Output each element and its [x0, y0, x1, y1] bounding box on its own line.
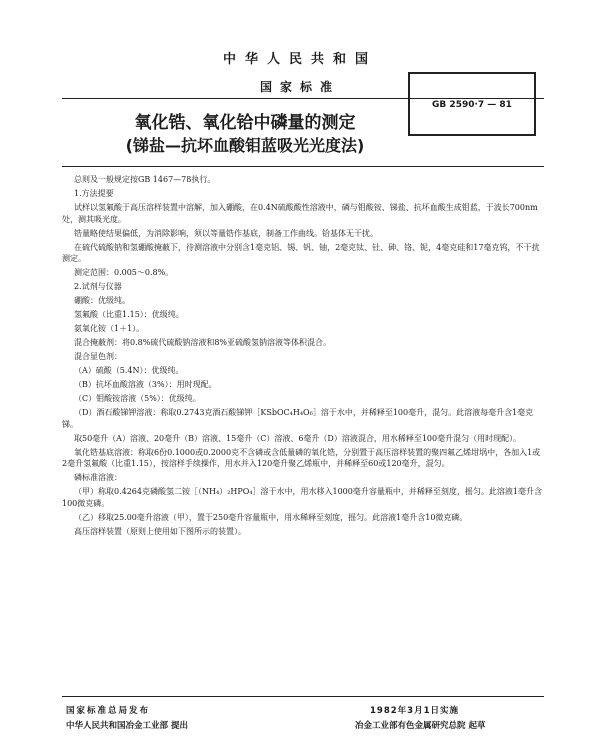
reagent-subitem: （C）钼酸铵溶液（5%）：优级纯。 [74, 394, 201, 403]
reagent-item: 氨氧化铵（1＋1）。 [74, 324, 145, 333]
reagent-item: 混合显色剂： [74, 352, 122, 361]
paragraph: 锆量略使结果偏低，为消除影响，须以等量锆作基底，制备工作曲线。铪基体无干扰。 [74, 228, 378, 238]
reagent-subitem: （甲）称取0.4264克磷酸氢二铵［（NH₄）₂HPO₄］溶于水中，用水移入1000毫升容量瓶中，并稀释至刻度，摇匀。此溶液1毫升含100微克磷。 [62, 487, 542, 508]
measurement-range: 测定范围：0.005～0.8%。 [74, 268, 174, 277]
issuer: 国家标准总局发布 [66, 706, 151, 716]
issue-date: 1982年3月1日实施 [370, 706, 459, 716]
reagent-subitem: （A）硫酸（5.4N）：优级纯。 [74, 366, 184, 375]
document-body [62, 174, 542, 537]
reagent-item: 磷标准溶液： [74, 473, 122, 482]
reagent-item: 硼酸：优级纯。 [74, 296, 130, 305]
section-heading: 2.试剂与仪器 [74, 282, 122, 291]
standard-category: 国家标准 [259, 80, 340, 94]
standard-code: GB 2590·7 — 81 [432, 100, 512, 110]
paragraph: 氧化锆基底溶液：称取6份0.1000或0.2000克不含磷或含低量磷的氧化锆，分别置于高压溶样装置的聚四氟乙烯坩埚中，各加入1或2毫升氢氟酸（比重1.15），按溶样手续操作，用水并入120毫升聚乙烯瓶中，并稀释至60或120毫升，混匀。 [62, 447, 541, 468]
country-name: 中华人民共和国 [222, 52, 377, 67]
paragraph: 高压溶样装置（原则上使用如下图所示的装置）。 [74, 526, 246, 536]
reagent-subitem: （B）抗坏血酸溶液（3%）：用时现配。 [74, 380, 217, 389]
document-subtitle: (锑盐—抗坏血酸钼蓝吸光光度法) [125, 136, 365, 155]
paragraph: 在硫代硫酸钠和氢硼酸掩蔽下，待测溶液中分别含1毫克铝、锡、钒、铀，2毫克钛、钍、砷、铬、铌，4毫克硅和17毫克钨，不干扰测定。 [62, 242, 540, 263]
proposer: 中华人民共和国冶金工业部 提出 [66, 721, 188, 731]
section-heading: 1.方法提要 [74, 189, 114, 198]
footer-rule [62, 696, 544, 697]
reagent-item: 氢氟酸（比重1.15）：优级纯。 [74, 310, 184, 319]
document-title: 氧化锆、氧化铪中磷量的测定 [134, 113, 356, 133]
general-rule: 总则及一般规定按GB 1467—78执行。 [74, 175, 216, 184]
reagent-subitem: （D）酒石酸锑钾溶液：称取0.2743克酒石酸锑钾［KSbOC₄H₄O₆］溶于水中，并稀释至100毫升，混匀。此溶液每毫升含1毫克锑。 [62, 408, 534, 429]
title-rule [62, 166, 544, 167]
paragraph: 取50毫升（A）溶液、20毫升（B）溶液、15毫升（C）溶液、6毫升（D）溶液混合，用水稀释至100毫升混匀（用时现配）。 [74, 433, 522, 443]
reagent-subitem: （乙）移取25.00毫升溶液（甲），置于250毫升容量瓶中，用水稀释至刻度，摇匀。此溶液1毫升含10微克磷。 [74, 512, 468, 522]
drafter: 冶金工业部有色金属研究总院 起草 [355, 721, 486, 731]
paragraph: 试样以氢氟酸于高压溶样装置中溶解，加入硼酸，在0.4N硫酸酸性溶液中，磷与钼酸铵、锑盐、抗坏血酸生成钼蓝，于波长700nm处，测其吸光度。 [62, 203, 538, 224]
reagent-item: 混合掩蔽剂：将0.8%硫代硫酸钠溶液和8%亚硫酸氢钠溶液等体积混合。 [74, 338, 332, 347]
